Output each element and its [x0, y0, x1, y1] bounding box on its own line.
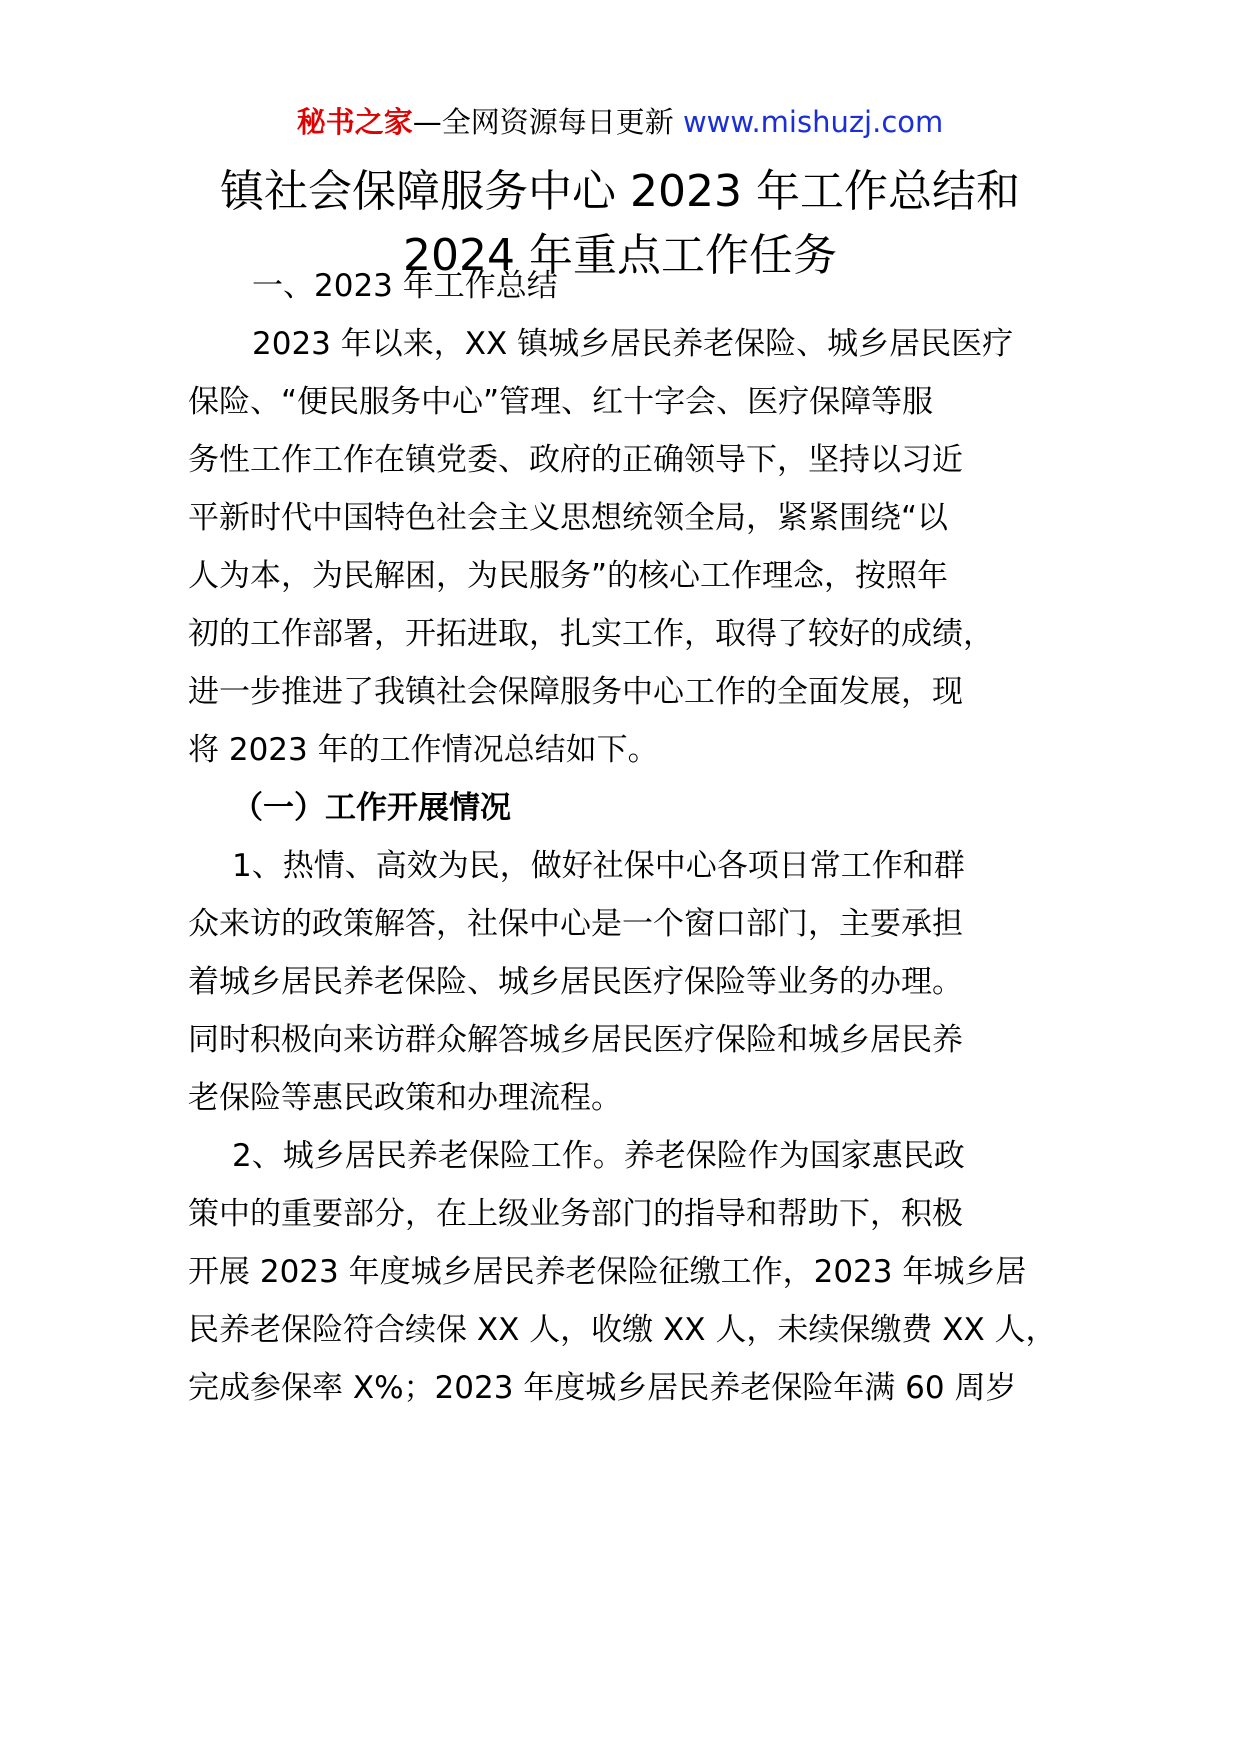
paragraph-line: 人为本，为民解困，为民服务”的核心工作理念，按照年: [188, 558, 949, 594]
site-header: [0, 100, 1240, 144]
paragraph-line: 同时积极向来访群众解答城乡居民医疗保险和城乡居民养: [188, 1022, 963, 1058]
paragraph-line: 保险、“便民服务中心”管理、红十字会、医疗保障等服: [188, 384, 934, 420]
document-title-line-1: 镇社会保障服务中心 2023 年工作总结和: [220, 166, 1020, 217]
paragraph-line: 进一步推进了我镇社会保障服务中心工作的全面发展，现: [188, 674, 963, 710]
paragraph-line: 初的工作部署，开拓进取，扎实工作，取得了较好的成绩，: [188, 616, 994, 652]
paragraph-line: 1、热情、高效为民，做好社保中心各项日常工作和群: [232, 848, 965, 884]
paragraph-line: 开展 2023 年度城乡居民养老保险征缴工作，2023 年城乡居: [188, 1254, 1027, 1290]
paragraph-line: 众来访的政策解答，社保中心是一个窗口部门，主要承担: [188, 906, 963, 942]
subsection-heading: （一）工作开展情况: [232, 790, 511, 826]
paragraph-line: 平新时代中国特色社会主义思想统领全局，紧紧围绕“以: [188, 500, 949, 536]
paragraph-line: 2、城乡居民养老保险工作。养老保险作为国家惠民政: [232, 1138, 965, 1174]
paragraph-line: 2023 年以来，XX 镇城乡居民养老保险、城乡居民医疗: [252, 326, 1014, 362]
header-tagline: 全网资源每日更新: [441, 105, 674, 139]
document-title-line-2: 2024 年重点工作任务: [403, 230, 837, 281]
paragraph-line: 将 2023 年的工作情况总结如下。: [188, 732, 659, 768]
brand-name: 秘书之家: [296, 105, 413, 139]
paragraph-line: 民养老保险符合续保 XX 人，收缴 XX 人，未续保缴费 XX 人，: [188, 1312, 1057, 1348]
paragraph-line: 务性工作工作在镇党委、政府的正确领导下，坚持以习近: [188, 442, 963, 478]
site-url-link[interactable]: www.mishuzj.com: [682, 105, 944, 139]
paragraph-line: 老保险等惠民政策和办理流程。: [188, 1080, 622, 1116]
paragraph-line: 完成参保率 X%；2023 年度城乡居民养老保险年满 60 周岁: [188, 1370, 1017, 1406]
section-heading: 一、2023 年工作总结: [252, 268, 558, 304]
header-dash: —: [412, 105, 442, 139]
paragraph-line: 着城乡居民养老保险、城乡居民医疗保险等业务的办理。: [188, 964, 963, 1000]
paragraph-line: 策中的重要部分，在上级业务部门的指导和帮助下，积极: [188, 1196, 963, 1232]
